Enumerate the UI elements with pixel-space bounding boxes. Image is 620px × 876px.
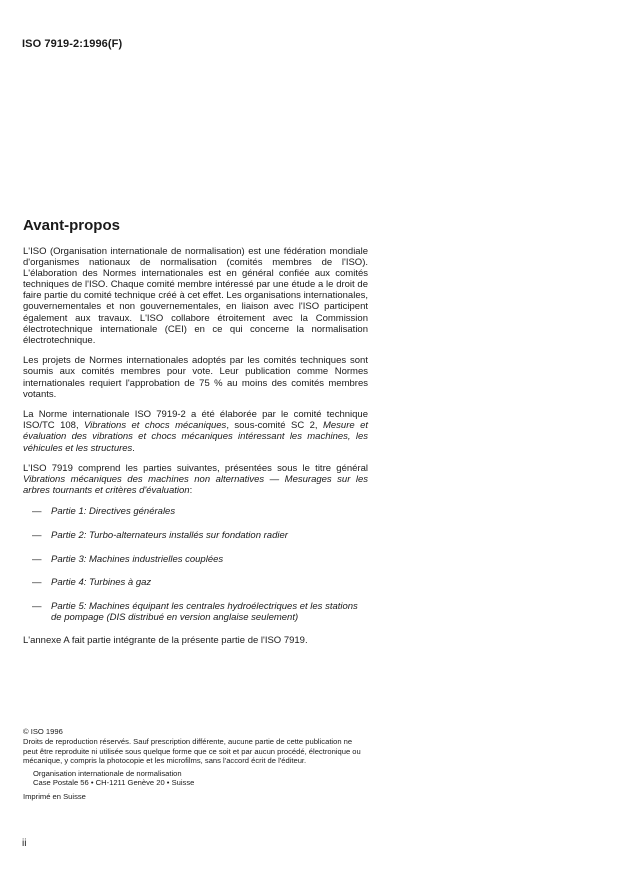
- foreword-body: [23, 246, 368, 647]
- paragraph-parts-intro: L'ISO 7919 comprend les parties suivantes, présentées sous le titre général Vibrations mécaniques des machines non alternatives — Mesurages sur les arbres tournants et critères d'évaluation:: [23, 463, 368, 497]
- copyright-line: © ISO 1996: [23, 727, 63, 736]
- subcommittee-title: Mesure et évaluation des vibrations et chocs mécaniques intéressant les machines, les véhicules et les structures: [23, 420, 368, 454]
- part-label: Partie 4: Turbines à gaz: [51, 577, 152, 589]
- part-label: Partie 3: Machines industrielles couplées: [51, 553, 224, 565]
- dash-bullet: —: [32, 506, 42, 518]
- dash-bullet: —: [32, 577, 42, 589]
- committee-text: La Norme internationale ISO 7919-2 a été élaborée par le comité technique ISO/TC 108,: [23, 409, 368, 432]
- subcommittee-text: , sous-comité SC 2,: [226, 420, 323, 432]
- paragraph-iso-intro: L'ISO (Organisation internationale de normalisation) est une fédération mondiale d'organismes nationaux de normalisation (comités membres de l'ISO). L'élaboration des Normes internationales est en général confiée aux comités techniques de l'ISO. Chaque comité membre intéressé par une étude a le droit de faire partie du comité technique créé à cet effet. Les organisations internationales, gouvernementales et non gouvernementales, en liaison avec l'ISO participent également aux travaux. L'ISO collabore étroitement avec la Commission électrotechnique internationale (CEI) en ce qui concerne la normalisation électrotechnique.: [23, 246, 368, 346]
- part-item: [23, 577, 368, 588]
- part-item: [23, 530, 368, 541]
- printed-in: Imprimé en Suisse: [23, 791, 86, 801]
- part-label: Partie 5: Machines équipant les centrales hydroélectriques et les stations de pompage (DIS distribué en version anglaise seulement): [51, 600, 358, 623]
- committee-title: Vibrations et chocs mécaniques: [84, 420, 227, 432]
- paragraph-committee: La Norme internationale ISO 7919-2 a été élaborée par le comité technique ISO/TC 108, Vibrations et chocs mécaniques, sous-comité SC 2, Mesure et évaluation des vibrations et chocs mécaniques intéressant les machines, les véhicules et les structures.: [23, 409, 368, 454]
- page-title: Avant-propos: [23, 217, 120, 234]
- part-label: Partie 2: Turbo-alternateurs installés sur fondation radier: [51, 529, 288, 541]
- dash-bullet: —: [32, 529, 42, 541]
- publisher-address: [33, 769, 368, 788]
- part-item: [23, 554, 368, 565]
- organisation-name: Organisation internationale de normalisation: [33, 769, 182, 779]
- parts-list: [23, 506, 368, 623]
- annex-note: L'annexe A fait partie intégrante de la présente partie de l'ISO 7919.: [23, 635, 308, 647]
- part-label: Partie 1: Directives générales: [51, 506, 176, 518]
- dash-bullet: —: [32, 553, 42, 565]
- dash-bullet: —: [32, 600, 42, 612]
- document-header: ISO 7919-2:1996(F): [22, 38, 123, 50]
- copyright-block: [23, 727, 368, 801]
- rights-notice: Droits de reproduction réservés. Sauf prescription différente, aucune partie de cette publication ne peut être reproduite ni utilisée sous quelque forme que ce soit et par aucun procédé, électronique ou mécanique, y compris la photocopie et les microfilms, sans l'accord écrit de l'éditeur.: [23, 737, 361, 765]
- paragraph-voting: Les projets de Normes internationales adoptés par les comités techniques sont soumis aux comités membres pour vote. Leur publication comme Normes internationales requiert l'approbation de 75 % au moins des comités membres votants.: [23, 355, 368, 400]
- general-title: Vibrations mécaniques des machines non alternatives — Mesurages sur les arbres tournants et critères d'évaluation: [23, 474, 368, 497]
- page-number: ii: [22, 838, 27, 849]
- postal-address: Case Postale 56 • CH-1211 Genève 20 • Suisse: [33, 778, 195, 788]
- part-item: [23, 506, 368, 517]
- part-item: [23, 601, 368, 623]
